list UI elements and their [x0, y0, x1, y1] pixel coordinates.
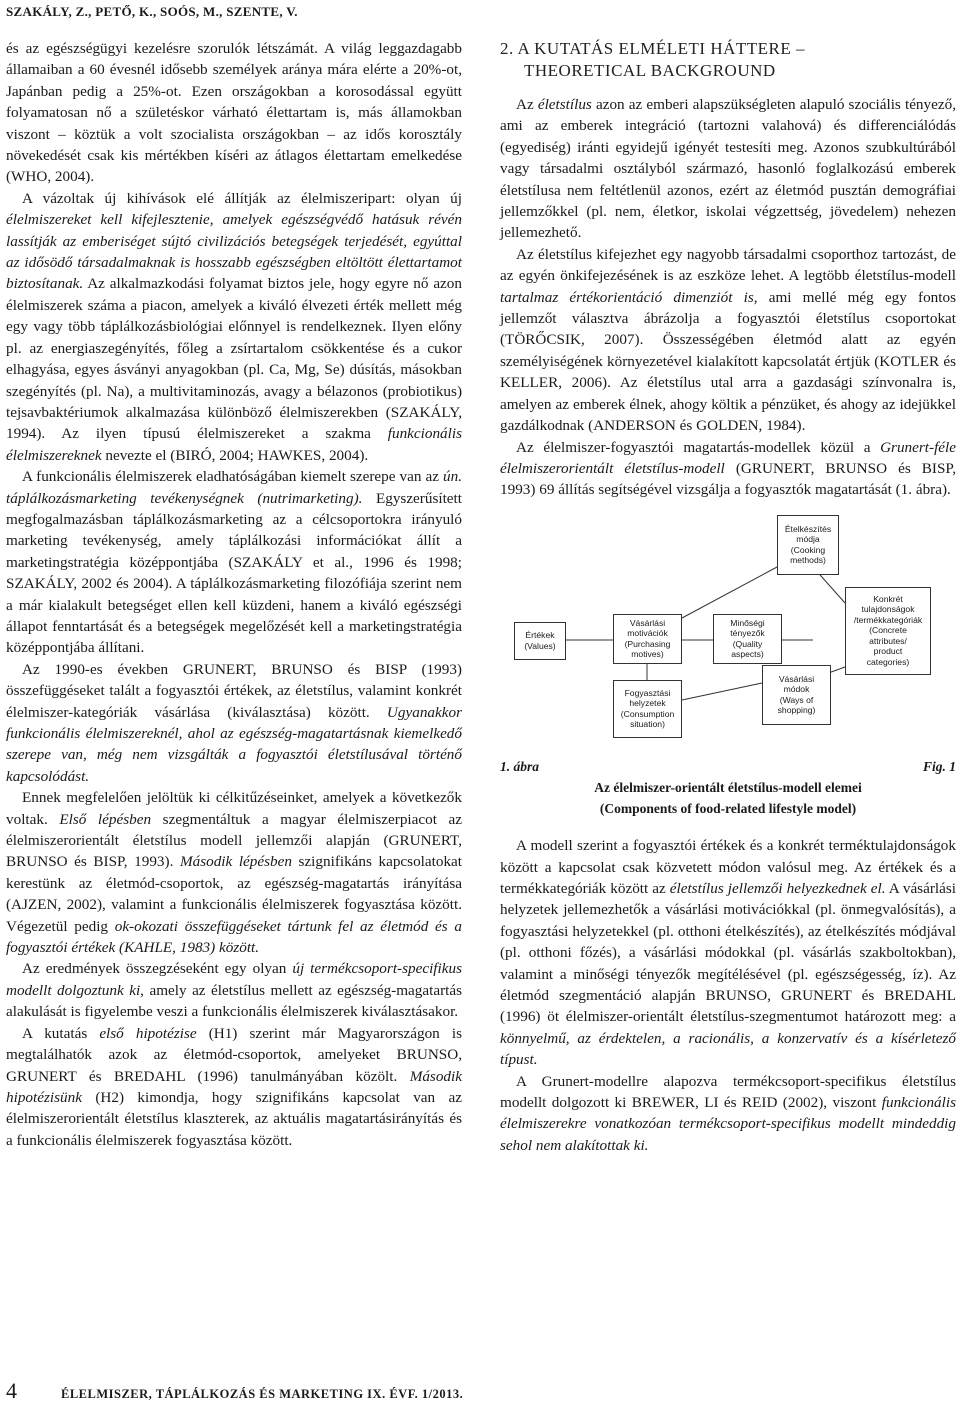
- box-cooking-methods: Ételkészítés módja (Cooking methods): [777, 515, 839, 575]
- paragraph: A Grunert-modellre alapozva termékcsoport-specifikus életstílus modellt dolgozott ki BREWER, LI és REID (2002), viszont funkcionális élelmiszerekre vonatkozóan termékcsoport-specifikus modellt mindeddig sehol nem alakítottak ki.: [500, 1072, 956, 1154]
- left-column: [6, 38, 462, 1151]
- paragraph: A funkcionális élelmiszerek eladhatóságában kiemelt szerepe van az ún. táplálkozásmarketing tevékenységnek (nutrimarketing). Egyszerűsített megfogalmazásban táplálkozásmarketing az a célcsoportokra irányuló marketing tevékenység, amely táplálkozási információkat állít a marketingstratégia középpontjába (SZAKÁLY et al., 1996 és 1998; SZAKÁLY, 2002 és 2004). A táplálkozásmarketing filozófiája szerint nem a már kialakult betegséget ellen kell küzdeni, hanem a kiváló egészségi állapot fenntartását és a betegségek megelőzését kell a marketingstratégia középpontjába állítani.: [6, 468, 462, 657]
- box-ways-of-shopping: Vásárlási módok (Ways of shopping): [762, 665, 831, 725]
- figure-caption: Az élelmiszer-orientált életstílus-modell elemei (Components of food-related lifestyle model): [594, 780, 862, 817]
- box-product-categories: Konkrét tulajdonságok /termékkategóriák (Concrete attributes/ product categories): [845, 587, 931, 675]
- paragraph: és az egészségügyi kezelésre szorulók létszámát. A világ leggazdagabb államaiban a 60 évesnél idősebb személyek aránya mára elérte a 20%-ot, Japánban pedig a 25%-ot. Ezen országokban a korosodással együtt folyamatosan nő a születéskor várható élettartam is, más államokban viszont – köztük a volt szocialista országokban – az idős korosztály növekedését csak kis mértékben kíséri az átlagos élettartam emelkedése (WHO, 2004).: [6, 40, 462, 186]
- paragraph: Ennek megfelelően jelöltük ki célkitűzéseinket, amelyek a következők voltak. Első lépésben szegmentáltuk a magyar élelmiszerpiacot az élelmiszerorientált életstílus modell jellemzői alapján (GRUNERT, BRUNSO és BISP, 1993). Második lépésben szignifikáns kapcsolatokat kerestünk az életmód-csoportok, az egészség-magatartás irányítása (AJZEN, 2002), valamint a funkcionális élelmiszerek fogyasztása között. Végezetül pedig ok-okozati összefüggéseket tártunk fel az életmód és a fogyasztói értékek (KAHLE, 1983) között.: [6, 789, 462, 957]
- box-consumption-situation: Fogyasztási helyzetek (Consumption situation): [613, 680, 682, 738]
- box-values: Értékek (Values): [514, 622, 566, 660]
- box-purchasing-motives: Vásárlási motivációk (Purchasing motives): [613, 614, 682, 664]
- page-number: 4: [6, 1378, 17, 1403]
- paragraph: A vázoltak új kihívások elé állítják az élelmiszeripart: olyan új élelmiszereket kell kifejlesztenie, amelyek egészségvédő hatásuk révén lassítják az emberiséget sújtó civilizációs betegségek terjedését, egyúttal az idősödő társadalmaknak is hosszabb egészségben eltöltött élettartamot biztosítanak. Az alkalmazkodási folyamat biztos jele, hogy egyre nő azon élelmiszerek száma a piacon, amelyek a kiváló élvezeti érték mellett még egy vagy több táplálkozásbiológiai előnnyel is rendelkeznek. Ilyen előny pl. az energiaszegényítés, főleg a zsírtartalom csökkentése és a cukor elhagyása, egyes ásványi anyagokban (pl. Ca, Mg, Se) dúsítás, másokban szegényítés (pl. Na), a multivitaminozás, avagy a bélazonos (probiotikus) tejsavbaktériumok alkalmazása különböző élelmiszerekben (SZAKÁLY, 1994). Az ilyen típusú élelmiszereket a szakma funkcionális élelmiszereknek nevezte el (BIRÓ, 2004; HAWKES, 2004).: [6, 189, 462, 464]
- connector: [682, 683, 762, 700]
- paragraph: Az életstílus azon az emberi alapszükségleten alapuló szociális tényező, ami az emberek integráció (tartozni valahová) és differenciálódás (egyediség) iránti egyidejű igényét testesíti meg. Azonos szubkultúrából vagy társadalmi osztályból származó, hasonló foglalkozású emberek életstílusa nem feltétlenül azonos, ezért az életmód pusztán demográfiai jellemzőkkel (pl. nem, életkor, iskolai végzettség, jövedelem) nehezen jellemezhető.: [500, 96, 956, 242]
- section-heading: 2. A KUTATÁS ELMÉLETI HÁTTERE – THEORETICAL BACKGROUND: [500, 39, 805, 80]
- paragraph: Az életstílus kifejezhet egy nagyobb társadalmi csoporthoz tartozást, de az egyén önkifejezésének is az eszköze lehet. A legtöbb életstílus-modell tartalmaz értékorientáció dimenziót is, ami mellé még egy fontos jellemzőt választva ábrázolja a fogyasztói életstílus csoportokat (TÖRŐCSIK, 2007). Összességében életmód alatt az egyén személyiségének környezetével kialakított kapcsolatát értjük (KOTLER és KELLER, 2006). Az életstílus utal arra a gazdasági színvonalra is, amelyen az emberek élnek, ahogy költik a pénzüket, és ahogy az idejükkel gazdálkodnak (ANDERSON és GOLDEN, 1984).: [500, 245, 956, 435]
- paragraph: A modell szerint a fogyasztói értékek és a konkrét terméktulajdonságok között a kapcsolat csak közvetett módon valósul meg. Az értékek és a termékkategóriák között az életstílus jellemzői helyezkednek el. A vásárlási helyzetek jellemezhetők a vásárlási motivációkkal (pl. önmegvalósítás), a fogyasztási helyzetekkel (pl. otthoni ételkészítés), az ételkészítés módjával (pl. otthoni főzés), a vásárlási módokkal (pl. vásárlás szakboltokban), valamint a minőségi tényezők megítélésével (pl. egészségesség, íz). Az életmód szegmentáció alapján BRUNSO, GRUNERT és BREDAHL (1996) öt élelmiszer-orientált életstílus-szegmentumot határozott meg: a könnyelmű, az érdektelen, a racionális, a konzervatív és a kísérletező típust.: [500, 837, 956, 1069]
- figure-label-row: [500, 756, 956, 777]
- box-quality-aspects: Minőségi tényezők (Quality aspects): [713, 614, 782, 664]
- paragraph: Az élelmiszer-fogyasztói magatartás-modellek közül a Grunert-féle élelmiszerorientált életstílus-modell (GRUNERT, BRUNSO és BISP, 1993) 69 állítás segítségével vizsgálja a fogyasztók magatartását (1. ábra).: [500, 438, 956, 499]
- right-column: [500, 38, 956, 1156]
- paragraph: Az 1990-es években GRUNERT, BRUNSO és BISP (1993) összefüggéseket talált a fogyasztói értékek, az életstílus, valamint konkrét élelmiszer-kategóriák vásárlása (kiválasztása) között. Ugyanakkor funkcionális élelmiszereknél, ahol az egészség-magatartásnak kiemelkedő szerepe van, még nem vizsgálták a fogyasztói életstílusával történő kapcsolódást.: [6, 660, 462, 785]
- figure-label-hu: 1. ábra: [500, 758, 540, 774]
- connector: [682, 567, 777, 618]
- figure-label-en: Fig. 1: [922, 758, 956, 774]
- journal-name: ÉLELMISZER, TÁPLÁLKOZÁS ÉS MARKETING IX. ÉVF. 1/2013.: [61, 1387, 464, 1401]
- running-head: SZAKÁLY, Z., PETŐ, K., SOÓS, M., SZENTE, V.: [6, 4, 298, 19]
- lifestyle-model-diagram: [500, 515, 956, 750]
- paragraph: Az eredmények összegzéseként egy olyan új termékcsoport-specifikus modellt dolgoztunk ki, amely az életstílus mellett az egészség-magatartás alakulását is figyelembe veszi a funkcionális élelmiszerek kiválasztásakor.: [6, 960, 462, 1021]
- page-footer: [6, 1378, 463, 1404]
- paragraph: A kutatás első hipotézise (H1) szerint már Magyarországon is megtalálhatók azok az életmód-csoportok, amelyeket BRUNSO, GRUNERT és BREDAHL (1996) tanulmányában közölt. Második hipotézisünk (H2) kimondja, hogy szignifikáns kapcsolat van az élelmiszerorientált életstílus klaszterek, az aktuális magatartásirányítás és a funkcionális élelmiszerek fogyasztása között.: [6, 1024, 462, 1149]
